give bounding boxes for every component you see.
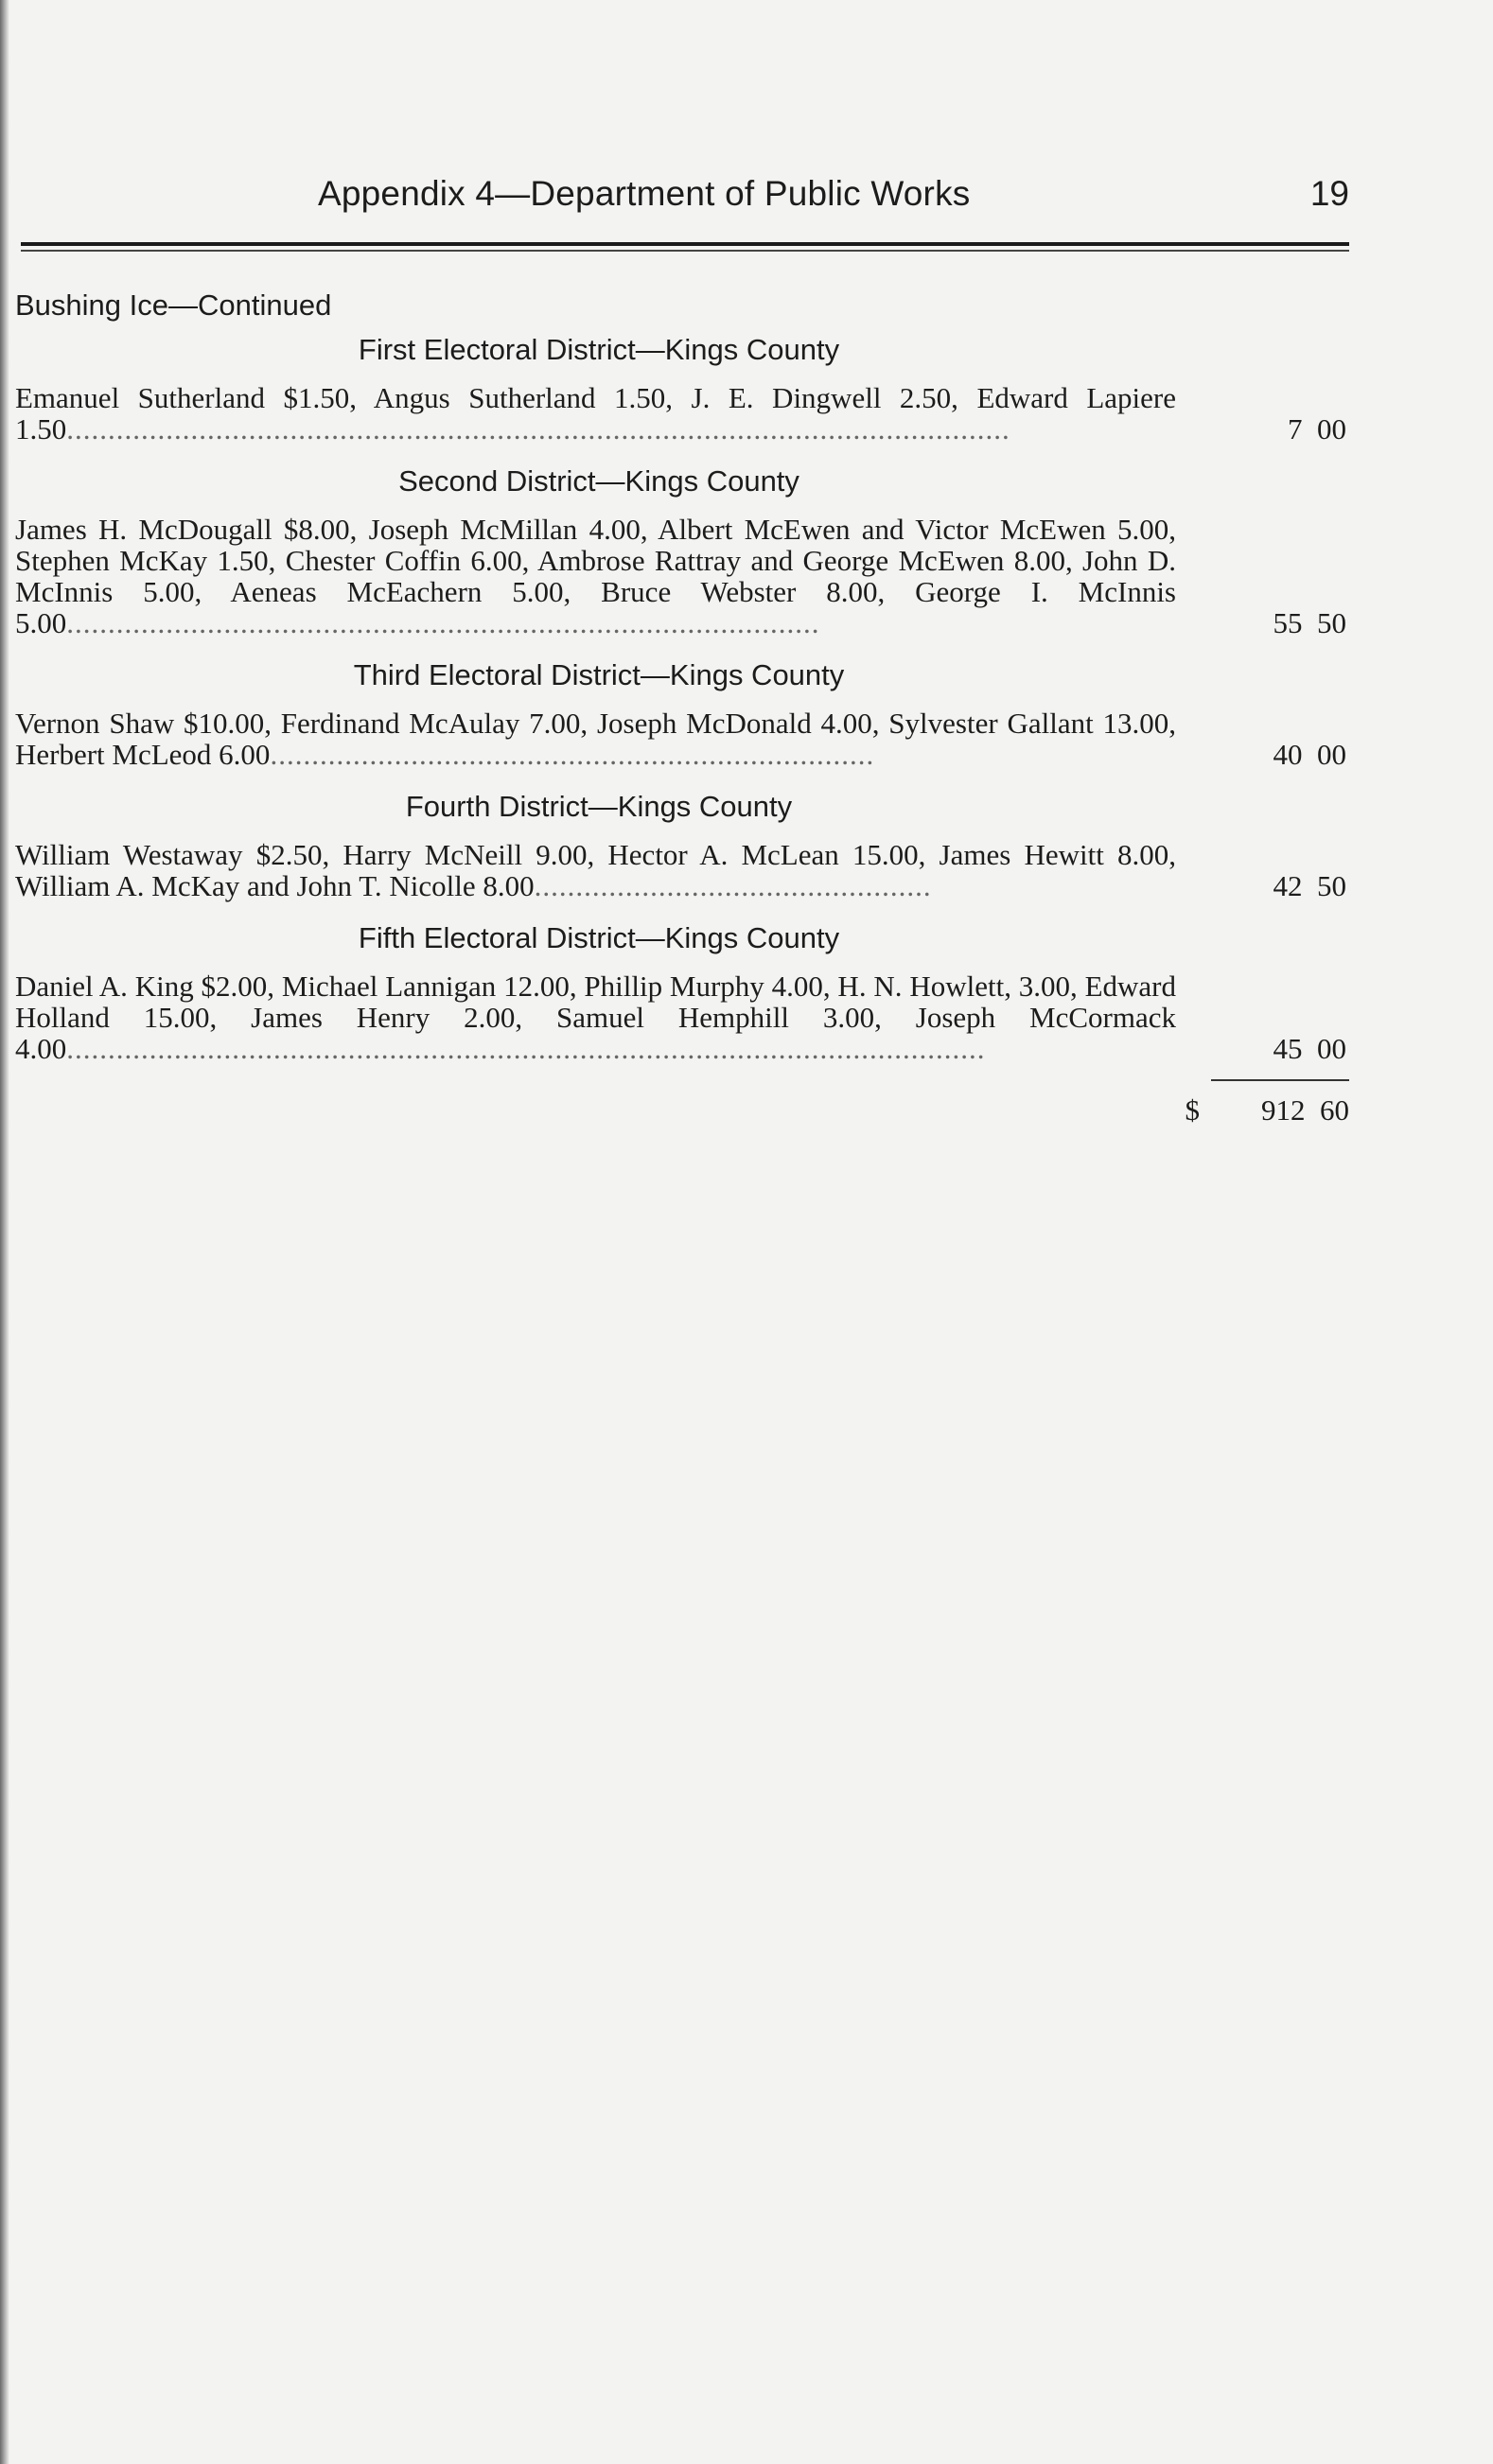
currency-symbol: $ [1185,1093,1200,1127]
district-block-5 [15,922,1349,1064]
entry-text [15,970,1176,1064]
district-entry [15,514,1349,638]
district-block-1 [15,334,1349,445]
district-title: Fifth Electoral District—Kings County [358,921,840,954]
district-entry [15,708,1349,770]
district-block-2 [15,465,1349,638]
district-entry [15,839,1349,901]
entry-amount: 42 50 [1273,869,1346,902]
entry-text [15,839,1176,901]
district-title: First Electoral District—Kings County [358,333,840,366]
district-title: Fourth District—Kings County [405,790,793,823]
page-header [15,174,1349,227]
page-content [15,289,1349,1126]
district-title: Third Electoral District—Kings County [353,658,845,691]
entry-amount: 40 00 [1273,738,1346,771]
district-entry [15,970,1349,1064]
header-rule-thin [21,250,1349,252]
dot-leader: ................................................ [534,869,932,902]
entry-names: Daniel A. King $2.00, Michael Lannigan 12.00, Phillip Murphy 4.00, H. N. Howlett, 3.00, Edward Holland 15.00, James Henry 2.00, Samuel Hemphill 3.00, Joseph McCormack 4.00 [15,970,1176,1065]
entry-amount: 7 00 [1288,412,1346,446]
entry-text [15,382,1176,445]
header-rule [21,242,1349,246]
dot-leader: .................................................................................................................. [66,412,1010,446]
entry-names: Emanuel Sutherland $1.50, Angus Sutherland 1.50, J. E. Dingwell 2.50, Edward Lapiere 1.50 [15,381,1176,446]
district-title: Second District—Kings County [398,464,799,498]
entry-text [15,514,1176,638]
entry-names: James H. McDougall $8.00, Joseph McMillan 4.00, Albert McEwen and Victor McEwen 5.00, Stephen McKay 1.50, Chester Coffin 6.00, Ambrose Rattray and George McEwen 8.00, John D. McInnis 5.00, Aeneas McEachern 5.00, Bruce Webster 8.00, George I. McInnis 5.00 [15,513,1176,639]
page-number: 19 [1309,174,1349,213]
entry-names: William Westaway $2.50, Harry McNeill 9.00, Hector A. McLean 15.00, James Hewitt 8.00, William A. McKay and John T. Nicolle 8.00 [15,838,1176,902]
section-label: Bushing Ice—Continued [15,288,332,322]
entry-amount: 45 00 [1273,1032,1346,1065]
district-block-3 [15,659,1349,770]
dot-leader: ............................................................................................................... [66,1032,986,1065]
entry-text [15,708,1176,770]
entry-amount: 55 50 [1273,606,1346,639]
page-spine-shadow [0,0,9,2464]
total-amount: 912 60 [1261,1093,1349,1127]
district-block-4 [15,791,1349,901]
dot-leader: ........................................................................................... [66,606,820,639]
running-head: Appendix 4—Department of Public Works [318,174,971,213]
dot-leader: ......................................................................... [270,738,875,771]
grand-total [15,1094,1349,1126]
entry-names: Vernon Shaw $10.00, Ferdinand McAulay 7.00, Joseph McDonald 4.00, Sylvester Gallant 13.00, Herbert McLeod 6.00 [15,707,1176,771]
district-entry [15,382,1349,445]
sum-rule [1211,1079,1349,1081]
